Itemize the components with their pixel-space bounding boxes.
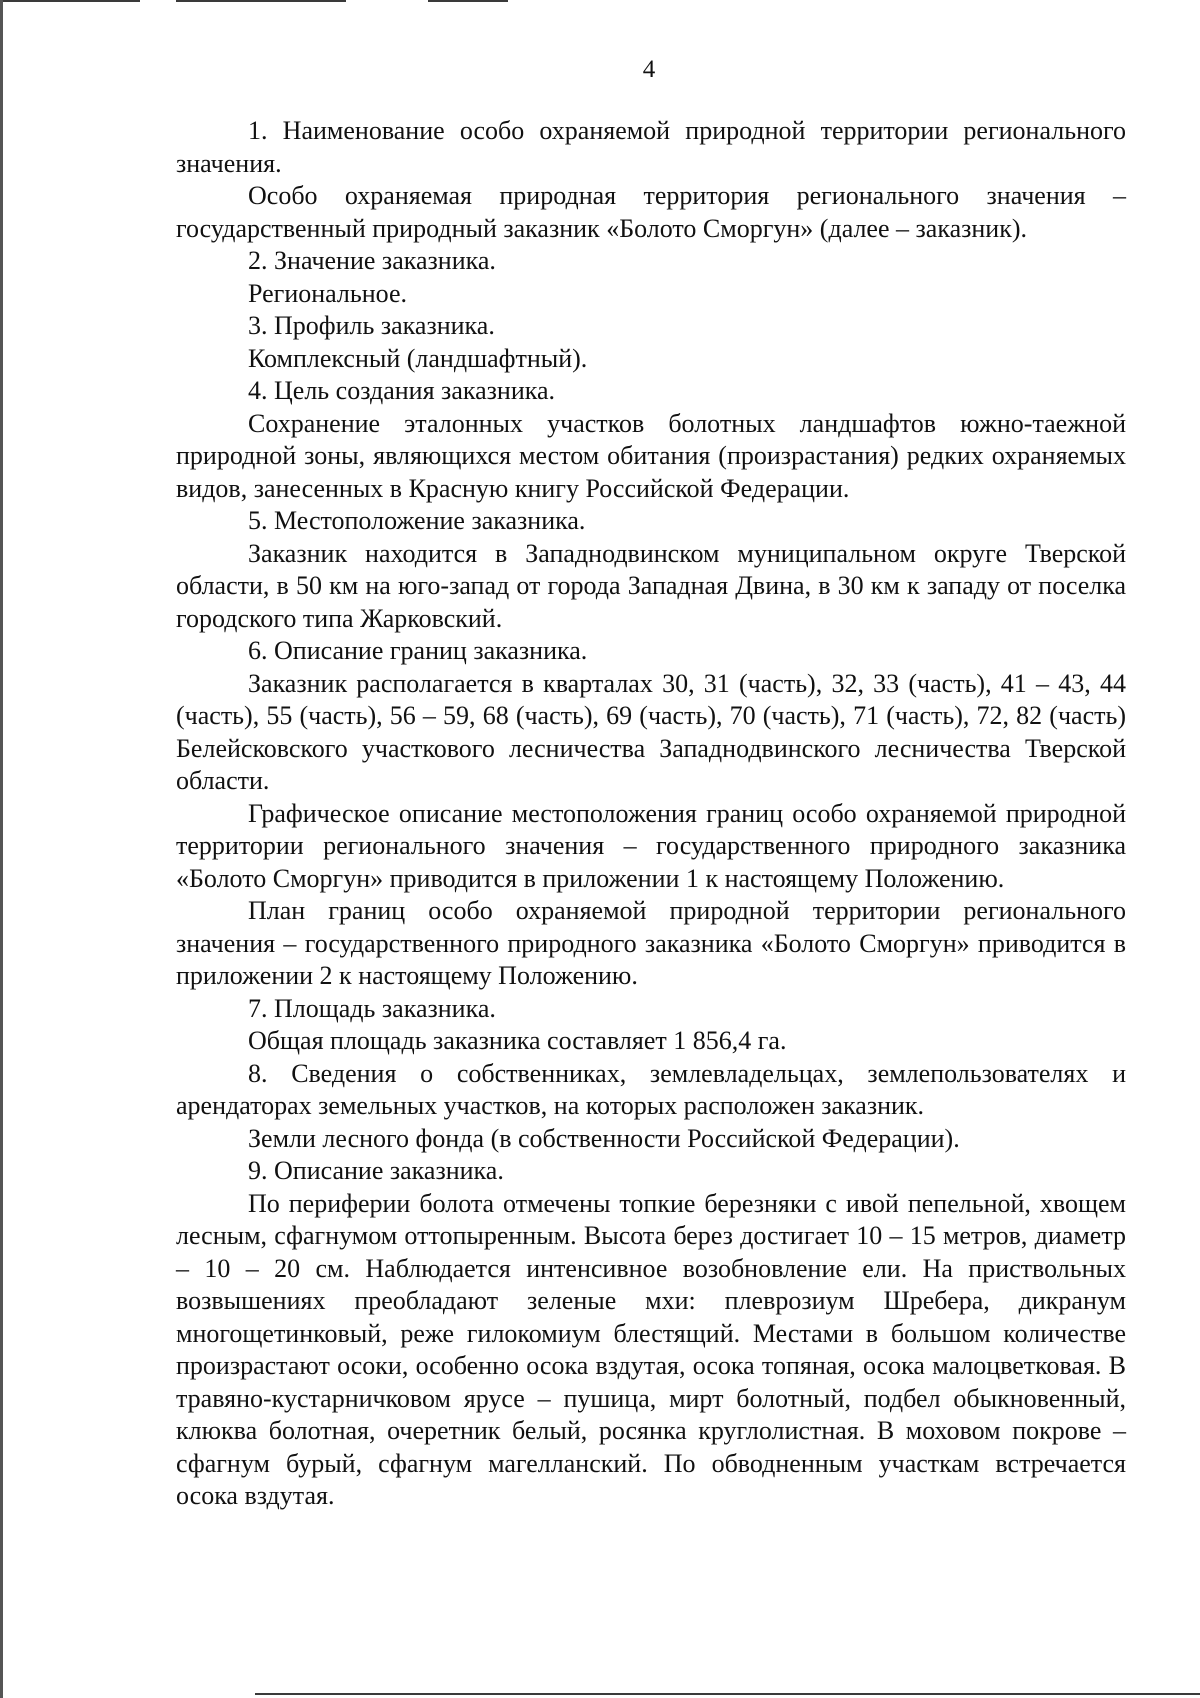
section-5-heading: 5. Местоположение заказника. xyxy=(248,506,586,535)
section-8-text: Земли лесного фонда (в собственности Российской Федерации). xyxy=(248,1123,960,1153)
section-9-heading: 9. Описание заказника. xyxy=(248,1156,504,1185)
document-body xyxy=(176,115,1126,1513)
page-number: 4 xyxy=(642,56,656,83)
section-6-text: Заказник располагается в кварталах 30, 31 (часть), 32, 33 (часть), 41 – 43, 44 (часть), 55 (часть), 56 – 59, 68 (часть), 69 (часть), 70 (часть), 71 (часть), 72, 82 (часть) Белейсковского участкового лесничества Западнодвинского лесничества Тверской области. xyxy=(176,668,1126,795)
section-2-heading: 2. Значение заказника. xyxy=(248,246,496,275)
section-6-heading: 6. Описание границ заказника. xyxy=(248,636,588,665)
scan-edge-bottom xyxy=(255,1693,1200,1695)
section-4-text: Сохранение эталонных участков болотных ландшафтов южно-таежной природной зоны, являющихся местом обитания (произрастания) редких охраняемых видов, занесенных в Красную книгу Российской Федерации. xyxy=(176,408,1126,503)
section-6-boundary-plan: План границ особо охраняемой природной территории регионального значения – государственного природного заказника «Болото Сморгун» приводится в приложении 2 к настоящему Положению. xyxy=(176,896,1126,990)
section-2-text: Региональное. xyxy=(248,278,408,308)
section-7-heading: 7. Площадь заказника. xyxy=(248,993,496,1023)
section-7-text: Общая площадь заказника составляет 1 856,4 га. xyxy=(248,1026,787,1055)
scan-edge-top-left xyxy=(0,0,140,2)
section-9-text: По периферии болота отмечены топкие березняки с ивой пепельной, хвощем лесным, сфагнумом оттопыренным. Высота берез достигает 10 – 15 метров, диаметр – 10 – 20 см. Наблюдается интенсивное возобновление ели. На приствольных возвышениях преобладают зеленые мхи: плеврозиум Шребера, дикранум многощетинковый, реже гилокомиум блестящий. Местами в большом количестве произрастают осоки, особенно осока вздутая, осока топяная, осока малоцветковая. В травяно-кустарничковом ярусе – пушица, мирт болотный, подбел обыкновенный, клюква болотная, очеретник белый, росянка круглолистная. В моховом покрове – сфагнум бурый, сфагнум магелланский. По обводненным участкам встречается осока вздутая. xyxy=(176,1188,1126,1510)
section-3-text: Комплексный (ландшафтный). xyxy=(248,343,588,373)
section-8-heading: 8. Сведения о собственниках, землевладельцах, землепользователях и арендаторах земельных участков, на которых расположен заказник. xyxy=(176,1058,1126,1120)
section-4-heading: 4. Цель создания заказника. xyxy=(248,376,556,405)
scan-edge-left xyxy=(0,0,3,1698)
scan-edge-top-mid xyxy=(176,0,346,2)
section-3-heading: 3. Профиль заказника. xyxy=(248,311,495,340)
scan-edge-top-right xyxy=(428,0,508,2)
section-5-text: Заказник находится в Западнодвинском муниципальном округе Тверской области, в 50 км на юго-запад от города Западная Двина, в 30 км к западу от поселка городского типа Жарковский. xyxy=(176,538,1126,633)
section-6-graphic-description: Графическое описание местоположения границ особо охраняемой природной территории регионального значения – государственного природного заказника «Болото Сморгун» приводится в приложении 1 к настоящему Положению. xyxy=(176,798,1126,893)
section-1-heading: 1. Наименование особо охраняемой природной территории регионального значения. xyxy=(176,116,1126,178)
section-1-text: Особо охраняемая природная территория регионального значения – государственный природный заказник «Болото Сморгун» (далее – заказник). xyxy=(176,181,1126,243)
